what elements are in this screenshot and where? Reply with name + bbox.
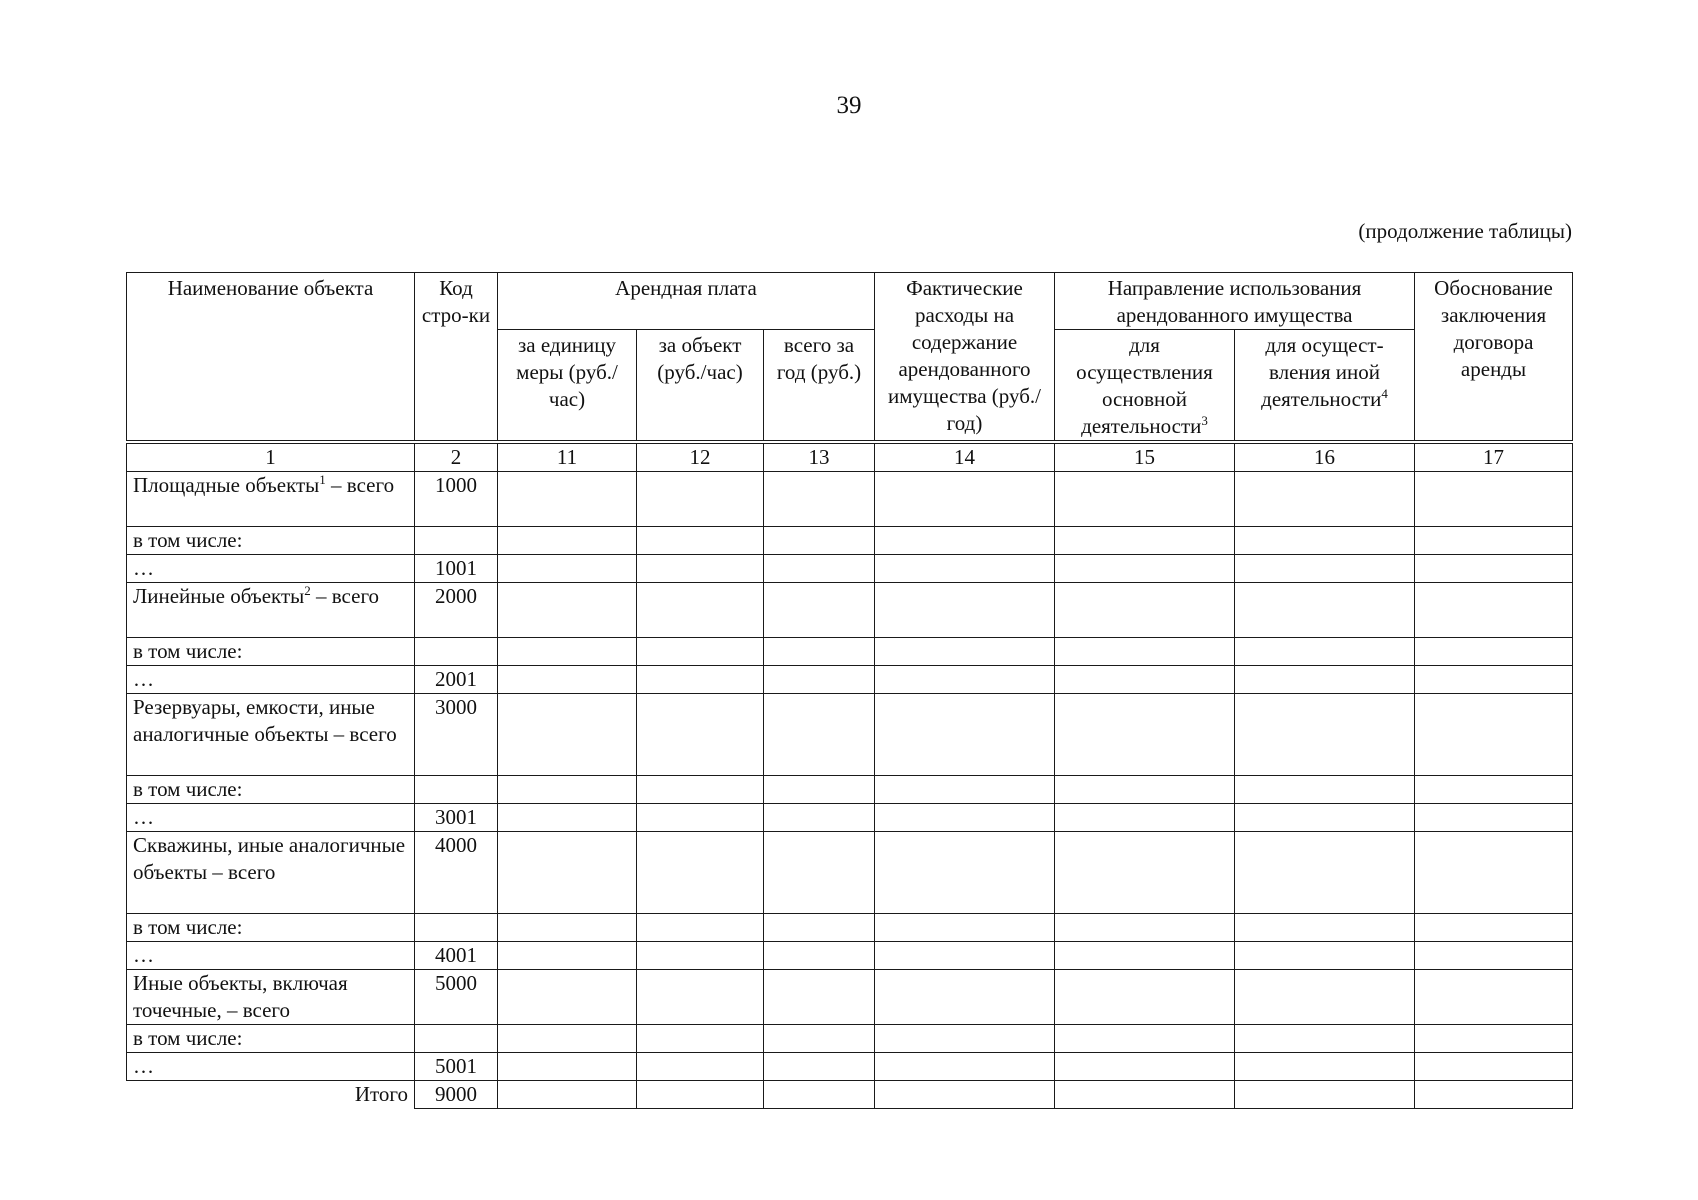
header-usage-group: Направление использования арендованного имущества xyxy=(1055,273,1415,330)
value-cell[interactable] xyxy=(875,527,1055,555)
row-code-cell: 3000 xyxy=(415,694,498,776)
value-cell[interactable] xyxy=(875,832,1055,914)
row-code-cell: 5001 xyxy=(415,1053,498,1081)
value-cell[interactable] xyxy=(1415,776,1573,804)
value-cell[interactable] xyxy=(764,832,875,914)
object-name-cell: в том числе: xyxy=(127,638,415,666)
total-value-cell[interactable] xyxy=(498,1081,637,1109)
header-code: Код стро-ки xyxy=(415,273,498,443)
value-cell[interactable] xyxy=(498,804,637,832)
value-cell[interactable] xyxy=(1055,970,1235,1025)
total-value-cell[interactable] xyxy=(1235,1081,1415,1109)
row-code-cell: 4000 xyxy=(415,832,498,914)
value-cell[interactable] xyxy=(498,942,637,970)
value-cell[interactable] xyxy=(1055,804,1235,832)
value-cell[interactable] xyxy=(637,694,764,776)
table-row xyxy=(127,472,1573,527)
total-value-cell[interactable] xyxy=(637,1081,764,1109)
object-name-cell: … xyxy=(127,804,415,832)
value-cell[interactable] xyxy=(1055,694,1235,776)
value-cell[interactable] xyxy=(875,666,1055,694)
value-cell[interactable] xyxy=(1415,1053,1573,1081)
column-number: 1 xyxy=(127,442,415,472)
object-name-cell: … xyxy=(127,666,415,694)
value-cell[interactable] xyxy=(1235,555,1415,583)
value-cell[interactable] xyxy=(637,472,764,527)
row-code-cell xyxy=(415,914,498,942)
header-rent-per-object: за объект (руб./час) xyxy=(637,330,764,443)
value-cell[interactable] xyxy=(637,666,764,694)
column-number: 17 xyxy=(1415,442,1573,472)
table-row xyxy=(127,1053,1573,1081)
row-code-cell xyxy=(415,527,498,555)
row-code-cell xyxy=(415,1025,498,1053)
value-cell[interactable] xyxy=(875,914,1055,942)
value-cell[interactable] xyxy=(498,914,637,942)
table-row xyxy=(127,527,1573,555)
value-cell[interactable] xyxy=(1415,970,1573,1025)
total-value-cell[interactable] xyxy=(1055,1081,1235,1109)
object-name-cell: Линейные объекты$^2$ – всего xyxy=(127,583,415,638)
value-cell[interactable] xyxy=(1055,1025,1235,1053)
table-row xyxy=(127,776,1573,804)
value-cell[interactable] xyxy=(1415,914,1573,942)
table-row xyxy=(127,583,1573,638)
column-number: 12 xyxy=(637,442,764,472)
page-number: 39 xyxy=(836,92,862,119)
header-usage-other: для осущест-вления иной деятельности$^4$ xyxy=(1235,330,1415,443)
value-cell[interactable] xyxy=(764,555,875,583)
object-name-cell: Резервуары, емкости, иные аналогичные объекты – всего xyxy=(127,694,415,776)
value-cell[interactable] xyxy=(875,1025,1055,1053)
value-cell[interactable] xyxy=(1055,472,1235,527)
object-name-cell: в том числе: xyxy=(127,1025,415,1053)
total-value-cell[interactable] xyxy=(764,1081,875,1109)
continuation-note: (продолжение таблицы) xyxy=(1358,219,1572,243)
header-rent-group: Арендная плата xyxy=(498,273,875,330)
value-cell[interactable] xyxy=(498,970,637,1025)
value-cell[interactable] xyxy=(498,1053,637,1081)
value-cell[interactable] xyxy=(764,666,875,694)
object-name-cell: … xyxy=(127,942,415,970)
table-row xyxy=(127,638,1573,666)
total-code-cell: 9000 xyxy=(415,1081,498,1109)
object-name-cell: в том числе: xyxy=(127,914,415,942)
value-cell[interactable] xyxy=(875,472,1055,527)
header-rent-per-unit: за единицу меры (руб./час) xyxy=(498,330,637,443)
object-name-cell: … xyxy=(127,1053,415,1081)
value-cell[interactable] xyxy=(1055,832,1235,914)
value-cell[interactable] xyxy=(875,1053,1055,1081)
value-cell[interactable] xyxy=(1235,804,1415,832)
value-cell[interactable] xyxy=(764,694,875,776)
value-cell[interactable] xyxy=(875,804,1055,832)
value-cell[interactable] xyxy=(764,1053,875,1081)
value-cell[interactable] xyxy=(637,942,764,970)
value-cell[interactable] xyxy=(1235,970,1415,1025)
value-cell[interactable] xyxy=(1235,1053,1415,1081)
column-number: 16 xyxy=(1235,442,1415,472)
table-row xyxy=(127,970,1573,1025)
value-cell[interactable] xyxy=(637,970,764,1025)
value-cell[interactable] xyxy=(1235,666,1415,694)
value-cell[interactable] xyxy=(1415,666,1573,694)
table-row xyxy=(127,914,1573,942)
object-name-cell: Площадные объекты$^1$ – всего xyxy=(127,472,415,527)
object-name-cell: Скважины, иные аналогичные объекты – всего xyxy=(127,832,415,914)
column-number: 14 xyxy=(875,442,1055,472)
object-name-cell: в том числе: xyxy=(127,527,415,555)
value-cell[interactable] xyxy=(764,472,875,527)
value-cell[interactable] xyxy=(764,583,875,638)
row-code-cell: 5000 xyxy=(415,970,498,1025)
table-row xyxy=(127,666,1573,694)
value-cell[interactable] xyxy=(498,666,637,694)
value-cell[interactable] xyxy=(1415,527,1573,555)
value-cell[interactable] xyxy=(1415,804,1573,832)
value-cell[interactable] xyxy=(498,472,637,527)
row-code-cell: 1000 xyxy=(415,472,498,527)
value-cell[interactable] xyxy=(1235,638,1415,666)
column-number: 13 xyxy=(764,442,875,472)
value-cell[interactable] xyxy=(1235,914,1415,942)
value-cell[interactable] xyxy=(637,776,764,804)
value-cell[interactable] xyxy=(1055,638,1235,666)
object-name-cell: Иные объекты, включая точечные, – всего xyxy=(127,970,415,1025)
header-justification: Обоснование заключения договора аренды xyxy=(1415,273,1573,443)
value-cell[interactable] xyxy=(637,527,764,555)
value-cell[interactable] xyxy=(875,970,1055,1025)
value-cell[interactable] xyxy=(637,1053,764,1081)
value-cell[interactable] xyxy=(1235,942,1415,970)
value-cell[interactable] xyxy=(764,776,875,804)
value-cell[interactable] xyxy=(1235,472,1415,527)
header-name: Наименование объекта xyxy=(127,273,415,443)
value-cell[interactable] xyxy=(1415,942,1573,970)
value-cell[interactable] xyxy=(1055,942,1235,970)
value-cell[interactable] xyxy=(875,776,1055,804)
value-cell[interactable] xyxy=(1415,472,1573,527)
value-cell[interactable] xyxy=(637,832,764,914)
column-number: 15 xyxy=(1055,442,1235,472)
header-usage-main: для осуществления основной деятельности$^3$ xyxy=(1055,330,1235,443)
row-code-cell xyxy=(415,776,498,804)
table-row xyxy=(127,804,1573,832)
value-cell[interactable] xyxy=(764,1025,875,1053)
value-cell[interactable] xyxy=(1055,583,1235,638)
table-row xyxy=(127,694,1573,776)
value-cell[interactable] xyxy=(1415,1025,1573,1053)
table-row xyxy=(127,942,1573,970)
value-cell[interactable] xyxy=(875,583,1055,638)
value-cell[interactable] xyxy=(764,970,875,1025)
value-cell[interactable] xyxy=(1415,555,1573,583)
header-rent-per-year: всего за год (руб.) xyxy=(764,330,875,443)
value-cell[interactable] xyxy=(637,914,764,942)
column-number-row xyxy=(127,442,1573,472)
value-cell[interactable] xyxy=(498,776,637,804)
value-cell[interactable] xyxy=(1055,1053,1235,1081)
value-cell[interactable] xyxy=(498,694,637,776)
value-cell[interactable] xyxy=(764,527,875,555)
value-cell[interactable] xyxy=(498,1025,637,1053)
row-code-cell: 3001 xyxy=(415,804,498,832)
value-cell[interactable] xyxy=(498,527,637,555)
rent-table xyxy=(126,272,1573,1109)
value-cell[interactable] xyxy=(498,583,637,638)
object-name-cell: … xyxy=(127,555,415,583)
total-value-cell[interactable] xyxy=(875,1081,1055,1109)
row-code-cell: 2001 xyxy=(415,666,498,694)
row-code-cell: 1001 xyxy=(415,555,498,583)
value-cell[interactable] xyxy=(637,1025,764,1053)
value-cell[interactable] xyxy=(1055,776,1235,804)
table-row xyxy=(127,555,1573,583)
value-cell[interactable] xyxy=(875,694,1055,776)
value-cell[interactable] xyxy=(764,804,875,832)
value-cell[interactable] xyxy=(1235,527,1415,555)
value-cell[interactable] xyxy=(1415,832,1573,914)
value-cell[interactable] xyxy=(498,832,637,914)
value-cell[interactable] xyxy=(1235,694,1415,776)
value-cell[interactable] xyxy=(1055,555,1235,583)
value-cell[interactable] xyxy=(875,638,1055,666)
row-code-cell xyxy=(415,638,498,666)
column-number: 2 xyxy=(415,442,498,472)
value-cell[interactable] xyxy=(637,638,764,666)
value-cell[interactable] xyxy=(498,638,637,666)
value-cell[interactable] xyxy=(1235,832,1415,914)
value-cell[interactable] xyxy=(637,583,764,638)
object-name-cell: в том числе: xyxy=(127,776,415,804)
value-cell[interactable] xyxy=(1415,638,1573,666)
value-cell[interactable] xyxy=(764,914,875,942)
row-code-cell: 2000 xyxy=(415,583,498,638)
table-row xyxy=(127,832,1573,914)
value-cell[interactable] xyxy=(1055,666,1235,694)
column-number: 11 xyxy=(498,442,637,472)
value-cell[interactable] xyxy=(1235,1025,1415,1053)
value-cell[interactable] xyxy=(1055,527,1235,555)
table-row xyxy=(127,1025,1573,1053)
value-cell[interactable] xyxy=(764,942,875,970)
value-cell[interactable] xyxy=(637,555,764,583)
value-cell[interactable] xyxy=(1055,914,1235,942)
total-row xyxy=(127,1081,1573,1109)
value-cell[interactable] xyxy=(1415,583,1573,638)
value-cell[interactable] xyxy=(875,555,1055,583)
value-cell[interactable] xyxy=(764,638,875,666)
value-cell[interactable] xyxy=(1235,776,1415,804)
header-actual-costs: Фактические расходы на содержание арендованного имущества (руб./год) xyxy=(875,273,1055,443)
total-value-cell[interactable] xyxy=(1415,1081,1573,1109)
total-label: Итого xyxy=(127,1081,415,1109)
value-cell[interactable] xyxy=(498,555,637,583)
row-code-cell: 4001 xyxy=(415,942,498,970)
value-cell[interactable] xyxy=(1415,694,1573,776)
value-cell[interactable] xyxy=(637,804,764,832)
value-cell[interactable] xyxy=(1235,583,1415,638)
value-cell[interactable] xyxy=(875,942,1055,970)
